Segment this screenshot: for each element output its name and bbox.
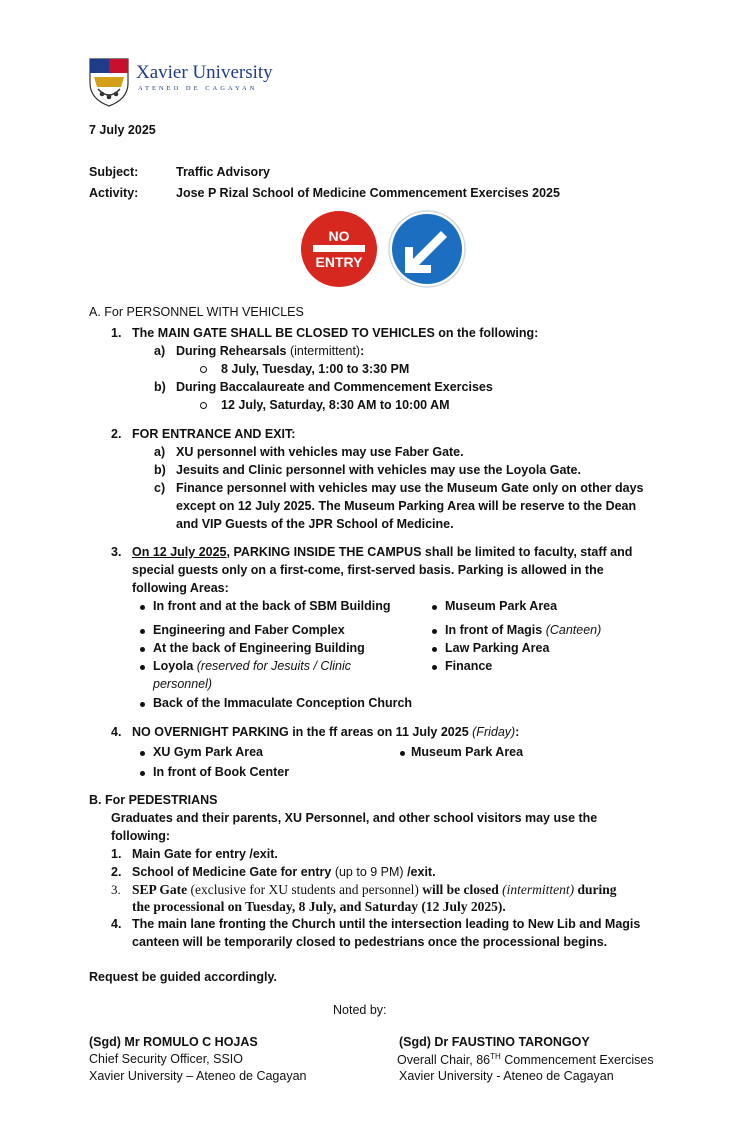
a1b-text: During Baccalaureate and Commencement Exercises — [176, 380, 493, 394]
a3-left-4-bold: Loyola — [153, 659, 194, 673]
a1b-sub-text: 12 July, Saturday, 8:30 AM to 10:00 AM — [221, 398, 450, 412]
university-seal-icon — [88, 57, 130, 107]
noted-by: Noted by: — [333, 1003, 387, 1017]
a3-left-5: Back of the Immaculate Conception Church — [153, 696, 413, 710]
activity-label: Activity: — [89, 186, 139, 200]
right-signatory-name: (Sgd) Dr FAUSTINO TARONGOY — [399, 1035, 590, 1049]
a3-line3: following Areas: — [132, 581, 229, 595]
no-entry-line1: NO — [328, 228, 350, 244]
b3-number: 3. — [111, 882, 121, 897]
a3-left-4-cont: personnel) — [153, 677, 213, 691]
a1-number: 1. — [111, 326, 122, 340]
subject-label: Subject: — [89, 165, 139, 179]
a4-left-bullet-2 — [140, 771, 145, 776]
a3-left-1: In front and at the back of SBM Building — [153, 599, 391, 613]
a3-line1 — [132, 545, 632, 559]
a3-right-bullet-1 — [432, 605, 437, 610]
b3-bold3: during — [574, 882, 617, 897]
a3-left-4 — [153, 659, 351, 673]
section-b-heading: B. For PEDESTRIANS — [89, 793, 218, 807]
a3-right-1: Museum Park Area — [445, 599, 558, 613]
a3-right-2 — [445, 623, 601, 637]
a4-right-1: Museum Park Area — [411, 745, 524, 759]
a2c-line2: except on 12 July 2025. The Museum Parking Area will be reserve to the Dean — [176, 499, 637, 513]
right-signatory-org: Xavier University - Ateneo de Cagayan — [399, 1069, 614, 1083]
a3-right-3: Law Parking Area — [445, 641, 550, 655]
a1a-sub-text: 8 July, Tuesday, 1:00 to 3:30 PM — [221, 362, 410, 376]
a4-text-italic: (Friday) — [468, 725, 516, 739]
no-entry-sign — [301, 211, 377, 287]
section-a-heading: A. For PERSONNEL WITH VEHICLES — [89, 305, 304, 319]
no-entry-white-bar — [313, 245, 365, 252]
b2-text — [132, 865, 436, 879]
activity-value: Jose P Rizal School of Medicine Commencement Exercises 2025 — [176, 186, 560, 200]
a4-right-bullet-1 — [400, 751, 405, 756]
a3-right-bullet-2 — [432, 629, 437, 634]
no-entry-line2: ENTRY — [315, 254, 363, 270]
a3-left-4-italic: (reserved for Jesuits / Clinic — [193, 659, 351, 673]
left-signatory-title: Chief Security Officer, SSIO — [89, 1052, 243, 1066]
a3-left-bullet-5 — [140, 702, 145, 707]
left-signatory-org: Xavier University – Ateneo de Cagayan — [89, 1069, 307, 1083]
b-intro-1: Graduates and their parents, XU Personnel, and other school visitors may use the — [111, 811, 598, 825]
a2c-label: c) — [154, 481, 166, 495]
b3-bold1: SEP Gate — [132, 882, 188, 897]
a3-right-4: Finance — [445, 659, 493, 673]
a4-number: 4. — [111, 725, 122, 739]
a1b-sub-bullet — [200, 402, 207, 409]
b3-normal: (exclusive for XU students and personnel) — [187, 882, 419, 897]
a2c-line1: Finance personnel with vehicles may use the Museum Gate only on other days — [176, 481, 644, 495]
a3-left-bullet-4 — [140, 665, 145, 670]
b3-bold2: will be closed — [418, 882, 499, 897]
a3-left-bullet-3 — [140, 647, 145, 652]
a4-text-bold: NO OVERNIGHT PARKING in the ff areas on 11 July 2025 — [132, 725, 469, 739]
subject-value: Traffic Advisory — [176, 165, 271, 179]
a1b-label: b) — [154, 380, 166, 394]
right-title-sup: TH — [490, 1052, 501, 1061]
a4-text — [132, 725, 519, 739]
a2a-label: a) — [154, 445, 166, 459]
a3-left-3: At the back of Engineering Building — [153, 641, 365, 655]
right-title-post: Commencement Exercises — [500, 1053, 654, 1068]
a2a-text: XU personnel with vehicles may use Faber Gate. — [176, 445, 464, 459]
a3-number: 3. — [111, 545, 122, 559]
a3-right-bullet-3 — [432, 647, 437, 652]
arrow-down-left-icon — [387, 209, 467, 289]
b1-text: Main Gate for entry /exit. — [132, 847, 278, 861]
b2-normal: (up to 9 PM) — [331, 865, 404, 879]
b2-bold: School of Medicine Gate for entry — [132, 865, 332, 879]
right-title-pre: Overall Chair, 86 — [397, 1053, 491, 1068]
a4-left-2: In front of Book Center — [153, 765, 290, 779]
left-signatory-name: (Sgd) Mr ROMULO C HOJAS — [89, 1035, 258, 1049]
b4-line2: canteen will be temporarily closed to pedestrians once the processional begins. — [132, 935, 608, 949]
a3-date: On 12 July 2025 — [132, 545, 227, 559]
a3-line2: special guests only on a first-come, first-served basis. Parking is allowed in the — [132, 563, 604, 577]
a3-right-2-bold: In front of Magis — [445, 623, 543, 637]
right-signatory-title — [397, 1052, 654, 1067]
a1a-label: a) — [154, 344, 166, 358]
a3-right-bullet-4 — [432, 665, 437, 670]
university-logo — [88, 57, 278, 107]
brand-name: Xavier University — [136, 62, 273, 83]
a4-colon: : — [515, 725, 520, 739]
a3-left-bullet-2 — [140, 629, 145, 634]
no-entry-bar — [311, 224, 367, 274]
a3-right-2-italic: (Canteen) — [542, 623, 602, 637]
a3-left-2: Engineering and Faber Complex — [153, 623, 345, 637]
a1-text: The MAIN GATE SHALL BE CLOSED TO VEHICLES on the following: — [132, 326, 539, 340]
keep-left-sign — [387, 209, 467, 289]
closing-line: Request be guided accordingly. — [89, 970, 277, 984]
a3-left-bullet-1 — [140, 605, 145, 610]
a2b-text: Jesuits and Clinic personnel with vehicles may use the Loyola Gate. — [176, 463, 581, 477]
b3-line1 — [132, 882, 616, 898]
b2-end: /exit. — [403, 865, 436, 879]
a1a-bold: During Rehearsals — [176, 344, 287, 358]
b4-line1: The main lane fronting the Church until the intersection leading to New Lib and Magis — [132, 917, 641, 931]
a2-number: 2. — [111, 427, 122, 441]
b1-number: 1. — [111, 847, 122, 861]
a4-left-1: XU Gym Park Area — [153, 745, 264, 759]
b3-line2: the processional on Tuesday, 8 July, and Saturday (12 July 2025). — [132, 899, 506, 914]
a1a-sub-bullet — [200, 366, 207, 373]
a2b-label: b) — [154, 463, 166, 477]
document-date: 7 July 2025 — [89, 123, 156, 137]
b4-number: 4. — [111, 917, 122, 931]
a1a-colon: : — [360, 344, 365, 358]
b-intro-2: following: — [111, 829, 171, 843]
a2c-line3: and VIP Guests of the JPR School of Medicine. — [176, 517, 454, 531]
a1a-text — [176, 344, 364, 358]
a2-text: FOR ENTRANCE AND EXIT: — [132, 427, 296, 441]
a3-line1-rest: , PARKING INSIDE THE CAMPUS shall be limited to faculty, staff and — [226, 545, 633, 559]
a4-left-bullet-1 — [140, 751, 145, 756]
a1a-normal: (intermittent) — [286, 344, 361, 358]
brand-tagline: ATENEO DE CAGAYAN — [138, 85, 258, 92]
b3-italic: (intermittent) — [498, 882, 575, 897]
b2-number: 2. — [111, 865, 122, 879]
